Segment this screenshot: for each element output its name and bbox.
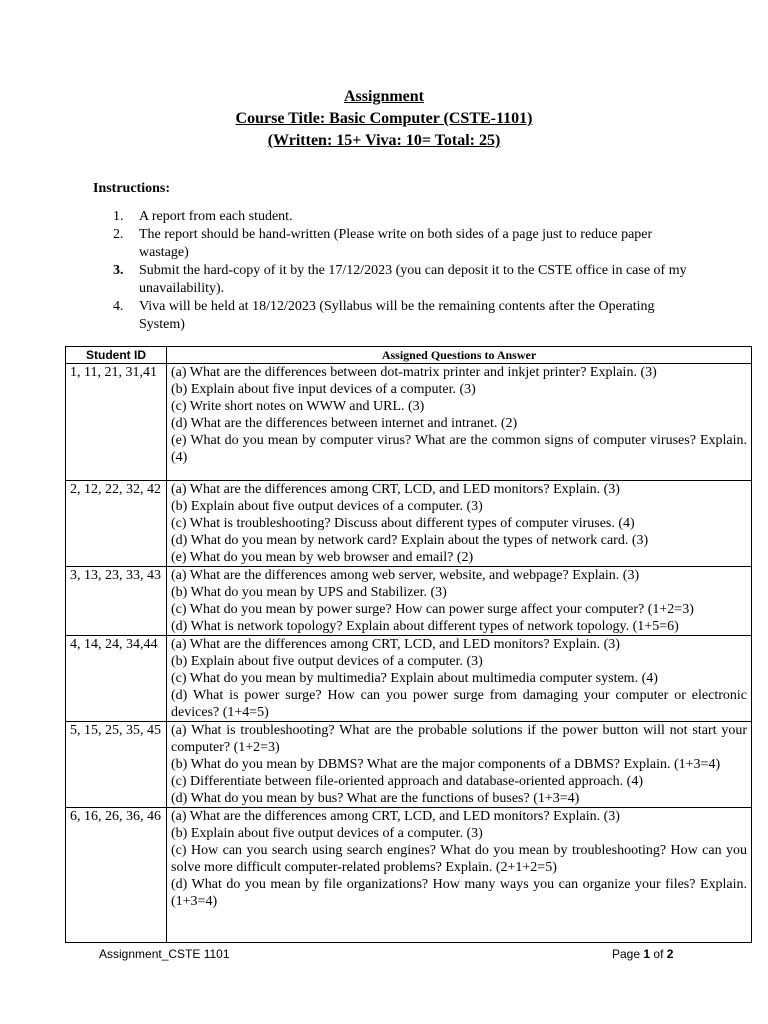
question-item: (b) Explain about five output devices of a computer. (3): [171, 826, 483, 841]
instruction-number: 1.: [113, 209, 124, 224]
student-id-cell: 1, 11, 21, 31,41: [66, 364, 167, 481]
footer-document-name: Assignment_CSTE 1101: [99, 947, 230, 961]
table-row: [66, 722, 752, 808]
page-total: 2: [666, 947, 674, 961]
column-header-student-id: Student ID: [66, 347, 167, 364]
question-item: (b) What do you mean by DBMS? What are the major components of a DBMS? Explain. (1+3=4): [171, 757, 721, 772]
question-item: (d) What do you mean by network card? Explain about the types of network card. (3): [171, 533, 649, 548]
student-id-cell: 4, 14, 24, 34,44: [66, 636, 167, 722]
question-item: (a) What are the differences among CRT, LCD, and LED monitors? Explain. (3): [171, 637, 620, 652]
instructions-heading: Instructions:: [93, 181, 171, 196]
question-item: (e) What do you mean by computer virus? What are the common signs of computer viruses? Explain. (4): [171, 433, 747, 465]
student-id-cell: 3, 13, 23, 33, 43: [66, 567, 167, 636]
question-item: (c) What do you mean by multimedia? Explain about multimedia computer system. (4): [171, 671, 658, 686]
course-title: Course Title: Basic Computer (CSTE-1101): [235, 110, 533, 127]
student-id-cell: 5, 15, 25, 35, 45: [66, 722, 167, 808]
table-row: [66, 567, 752, 636]
table-row: [66, 481, 752, 567]
doc-title: Assignment: [343, 88, 424, 105]
questions-cell: [167, 808, 752, 943]
column-header-questions: Assigned Questions to Answer: [167, 347, 752, 364]
instruction-item: [113, 262, 693, 298]
question-item: (c) What do you mean by power surge? How can power surge affect your computer? (1+2=3): [171, 602, 694, 617]
table-row: [66, 364, 752, 481]
instruction-text: A report from each student.: [139, 209, 293, 224]
question-item: (d) What is power surge? How can you power surge from damaging your computer or electronic devices? (1+4=5): [171, 688, 747, 720]
instruction-number: 2.: [113, 227, 124, 242]
instruction-text: Submit the hard-copy of it by the 17/12/2023 (you can deposit it to the CSTE office in case of my unavailability).: [139, 263, 687, 296]
question-item: (a) What are the differences between dot-matrix printer and inkjet printer? Explain. (3): [171, 365, 657, 380]
document-title-block: [0, 86, 768, 152]
page-word: Page: [612, 947, 641, 961]
question-item: (c) What is troubleshooting? Discuss about different types of computer viruses. (4): [171, 516, 635, 531]
question-item: (b) What do you mean by UPS and Stabilizer. (3): [171, 585, 447, 600]
question-item: (b) Explain about five output devices of a computer. (3): [171, 654, 483, 669]
table-row: [66, 808, 752, 943]
question-item: (c) Differentiate between file-oriented approach and database-oriented approach. (4): [171, 774, 643, 789]
question-item: (a) What are the differences among CRT, LCD, and LED monitors? Explain. (3): [171, 809, 620, 824]
question-item: (d) What is network topology? Explain about different types of network topology. (1+5=6): [171, 619, 679, 634]
question-item: (a) What are the differences among web server, website, and webpage? Explain. (3): [171, 568, 640, 583]
instructions-list: [113, 208, 693, 334]
question-item: (c) How can you search using search engines? What do you mean by troubleshooting? How can you solve more difficult computer-related problems? Explain. (2+1+2=5): [171, 843, 747, 875]
question-item: (b) Explain about five output devices of a computer. (3): [171, 499, 483, 514]
table-header-row: [66, 347, 752, 364]
questions-cell: [167, 364, 752, 481]
instruction-item: [113, 226, 693, 262]
questions-cell: [167, 481, 752, 567]
question-item: (d) What are the differences between internet and intranet. (2): [171, 416, 518, 431]
page-current: 1: [643, 947, 651, 961]
student-id-cell: 6, 16, 26, 36, 46: [66, 808, 167, 943]
instruction-text: The report should be hand-written (Please write on both sides of a page just to reduce paper wastage): [139, 227, 653, 260]
question-item: (d) What do you mean by bus? What are the functions of buses? (1+3=4): [171, 791, 580, 806]
questions-cell: [167, 636, 752, 722]
question-item: (c) Write short notes on WWW and URL. (3): [171, 399, 425, 414]
question-assignment-table: [65, 346, 752, 943]
page-of: of: [653, 947, 664, 961]
instruction-number: 4.: [113, 299, 124, 314]
instruction-text: Viva will be held at 18/12/2023 (Syllabus will be the remaining contents after the Operating System): [139, 299, 655, 332]
instruction-item: [113, 208, 693, 226]
question-item: (a) What are the differences among CRT, LCD, and LED monitors? Explain. (3): [171, 482, 620, 497]
instruction-item: [113, 298, 693, 334]
questions-cell: [167, 722, 752, 808]
marks-distribution: (Written: 15+ Viva: 10= Total: 25): [267, 132, 501, 149]
instruction-number: 3.: [113, 263, 124, 278]
question-item: (b) Explain about five input devices of a computer. (3): [171, 382, 476, 397]
question-item: (e) What do you mean by web browser and email? (2): [171, 550, 474, 565]
table-row: [66, 636, 752, 722]
questions-cell: [167, 567, 752, 636]
student-id-cell: 2, 12, 22, 32, 42: [66, 481, 167, 567]
footer-page-number: [612, 947, 673, 961]
question-item: (a) What is troubleshooting? What are the probable solutions if the power button will not start your computer? (1+2=3): [171, 723, 747, 755]
question-item: (d) What do you mean by file organizations? How many ways you can organize your files? Explain. (1+3=4): [171, 877, 747, 909]
